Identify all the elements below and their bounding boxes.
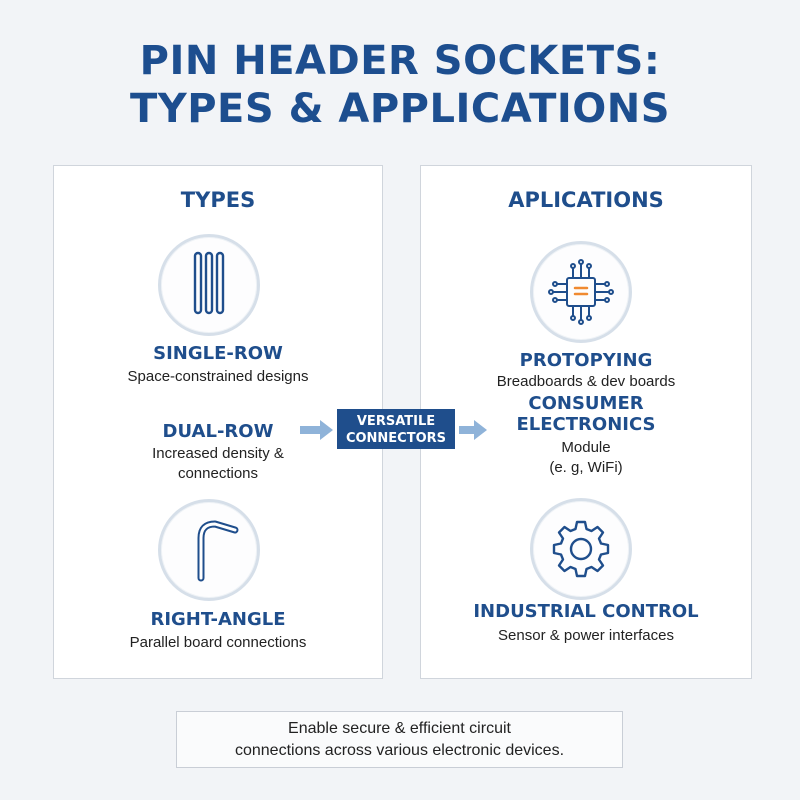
consumer-electronics-desc-line-1: Module [561, 439, 611, 456]
industrial-control-icon-circle [530, 498, 632, 600]
page-title-line-2: TYPES & APPLICATIONS [129, 86, 671, 132]
footer-line-1: Enable secure & efficient circuit [288, 719, 511, 737]
consumer-electronics-label-line-2: ELECTRONICS [516, 414, 656, 435]
dual-row-desc-line-1: Increased density & [152, 445, 284, 462]
arrow-right-icon [457, 417, 489, 443]
microchip-icon [533, 244, 629, 340]
badge-line-1: VERSATILE [356, 413, 436, 429]
applications-heading: APLICATIONS [508, 188, 664, 212]
gear-icon [533, 501, 629, 597]
footer-line-2: connections across various electronic devices. [234, 741, 565, 759]
right-angle-pin-icon [161, 502, 257, 598]
dual-row-label: DUAL-ROW [162, 421, 274, 442]
single-row-label: SINGLE-ROW [153, 343, 283, 364]
industrial-control-desc: Sensor & power interfaces [498, 627, 674, 644]
right-angle-label: RIGHT-ANGLE [150, 609, 286, 630]
dual-row-desc-line-2: connections [177, 465, 259, 482]
footer-note [176, 711, 623, 768]
prototyping-icon-circle [530, 241, 632, 343]
versatile-connectors-badge [337, 409, 455, 449]
right-angle-desc: Parallel board connections [129, 634, 307, 651]
consumer-electronics-label-line-1: CONSUMER [528, 393, 644, 414]
page-title-line-1: PIN HEADER SOCKETS: [139, 38, 661, 84]
prototyping-desc: Breadboards & dev boards [496, 373, 676, 390]
industrial-control-label: INDUSTRIAL CONTROL [473, 601, 699, 622]
badge-line-2: CONNECTORS [345, 430, 447, 446]
single-row-pins-icon [161, 237, 257, 333]
types-heading: TYPES [180, 188, 256, 212]
single-row-desc: Space-constrained designs [127, 368, 309, 385]
prototyping-label: PROTOPYING [519, 350, 653, 371]
single-row-icon-circle [158, 234, 260, 336]
arrow-right-icon [298, 417, 336, 443]
consumer-electronics-desc-line-2: (e. g, WiFi) [549, 459, 623, 476]
right-angle-icon-circle [158, 499, 260, 601]
